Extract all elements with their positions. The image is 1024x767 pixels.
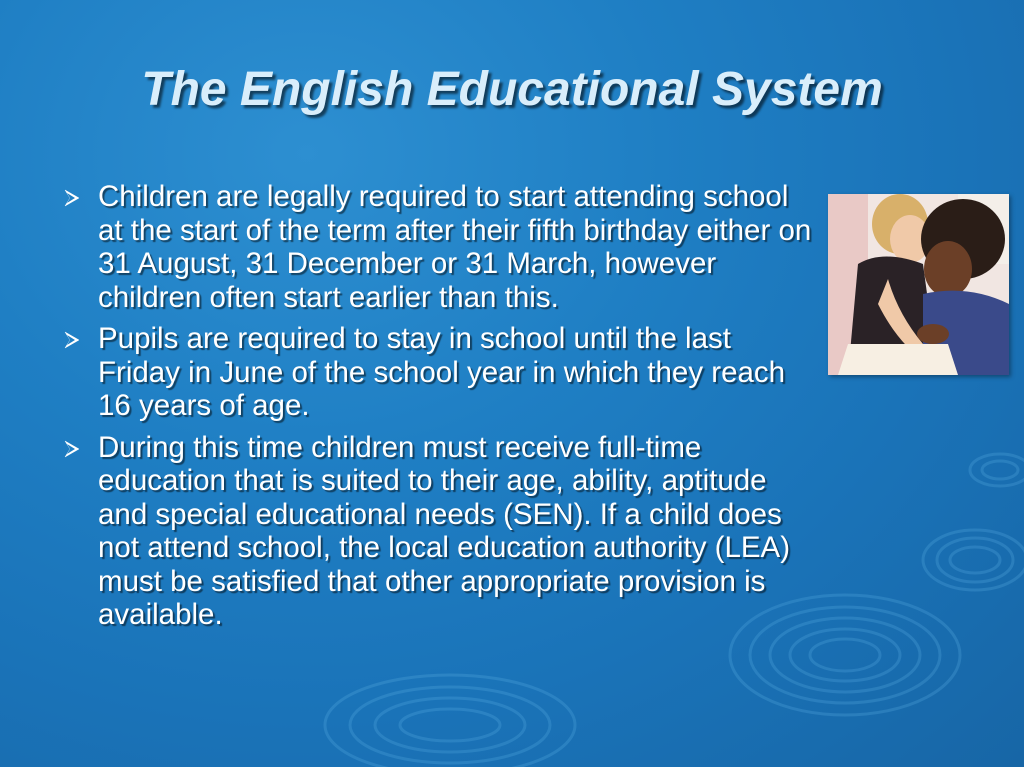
bullet-item (60, 431, 820, 632)
arrowhead-bullet-icon (62, 330, 82, 350)
arrowhead-bullet-icon (62, 188, 82, 208)
arrowhead-bullet-icon (62, 439, 82, 459)
bullet-item (60, 322, 820, 423)
photo-child-and-adult-reading (828, 194, 1009, 375)
slide-title: The English Educational System (141, 63, 883, 116)
bullet-text: Pupils are required to stay in school until the last Friday in June of the school year in which they reach 16 years of age. (98, 322, 786, 422)
bullet-list (60, 180, 820, 640)
bullet-item (60, 180, 820, 314)
photo-illustration (828, 194, 1009, 375)
bullet-text: Children are legally required to start attending school at the start of the term after their fifth birthday either on 31 August, 31 December or 31 March, however children often start earlier than this. (98, 180, 812, 314)
bullet-text: During this time children must receive full-time education that is suited to their age, ability, aptitude and special educational needs (SEN). If a child does not attend school, the local education authority (LEA) must be satisfied that other appropriate provision is available. (98, 430, 791, 631)
